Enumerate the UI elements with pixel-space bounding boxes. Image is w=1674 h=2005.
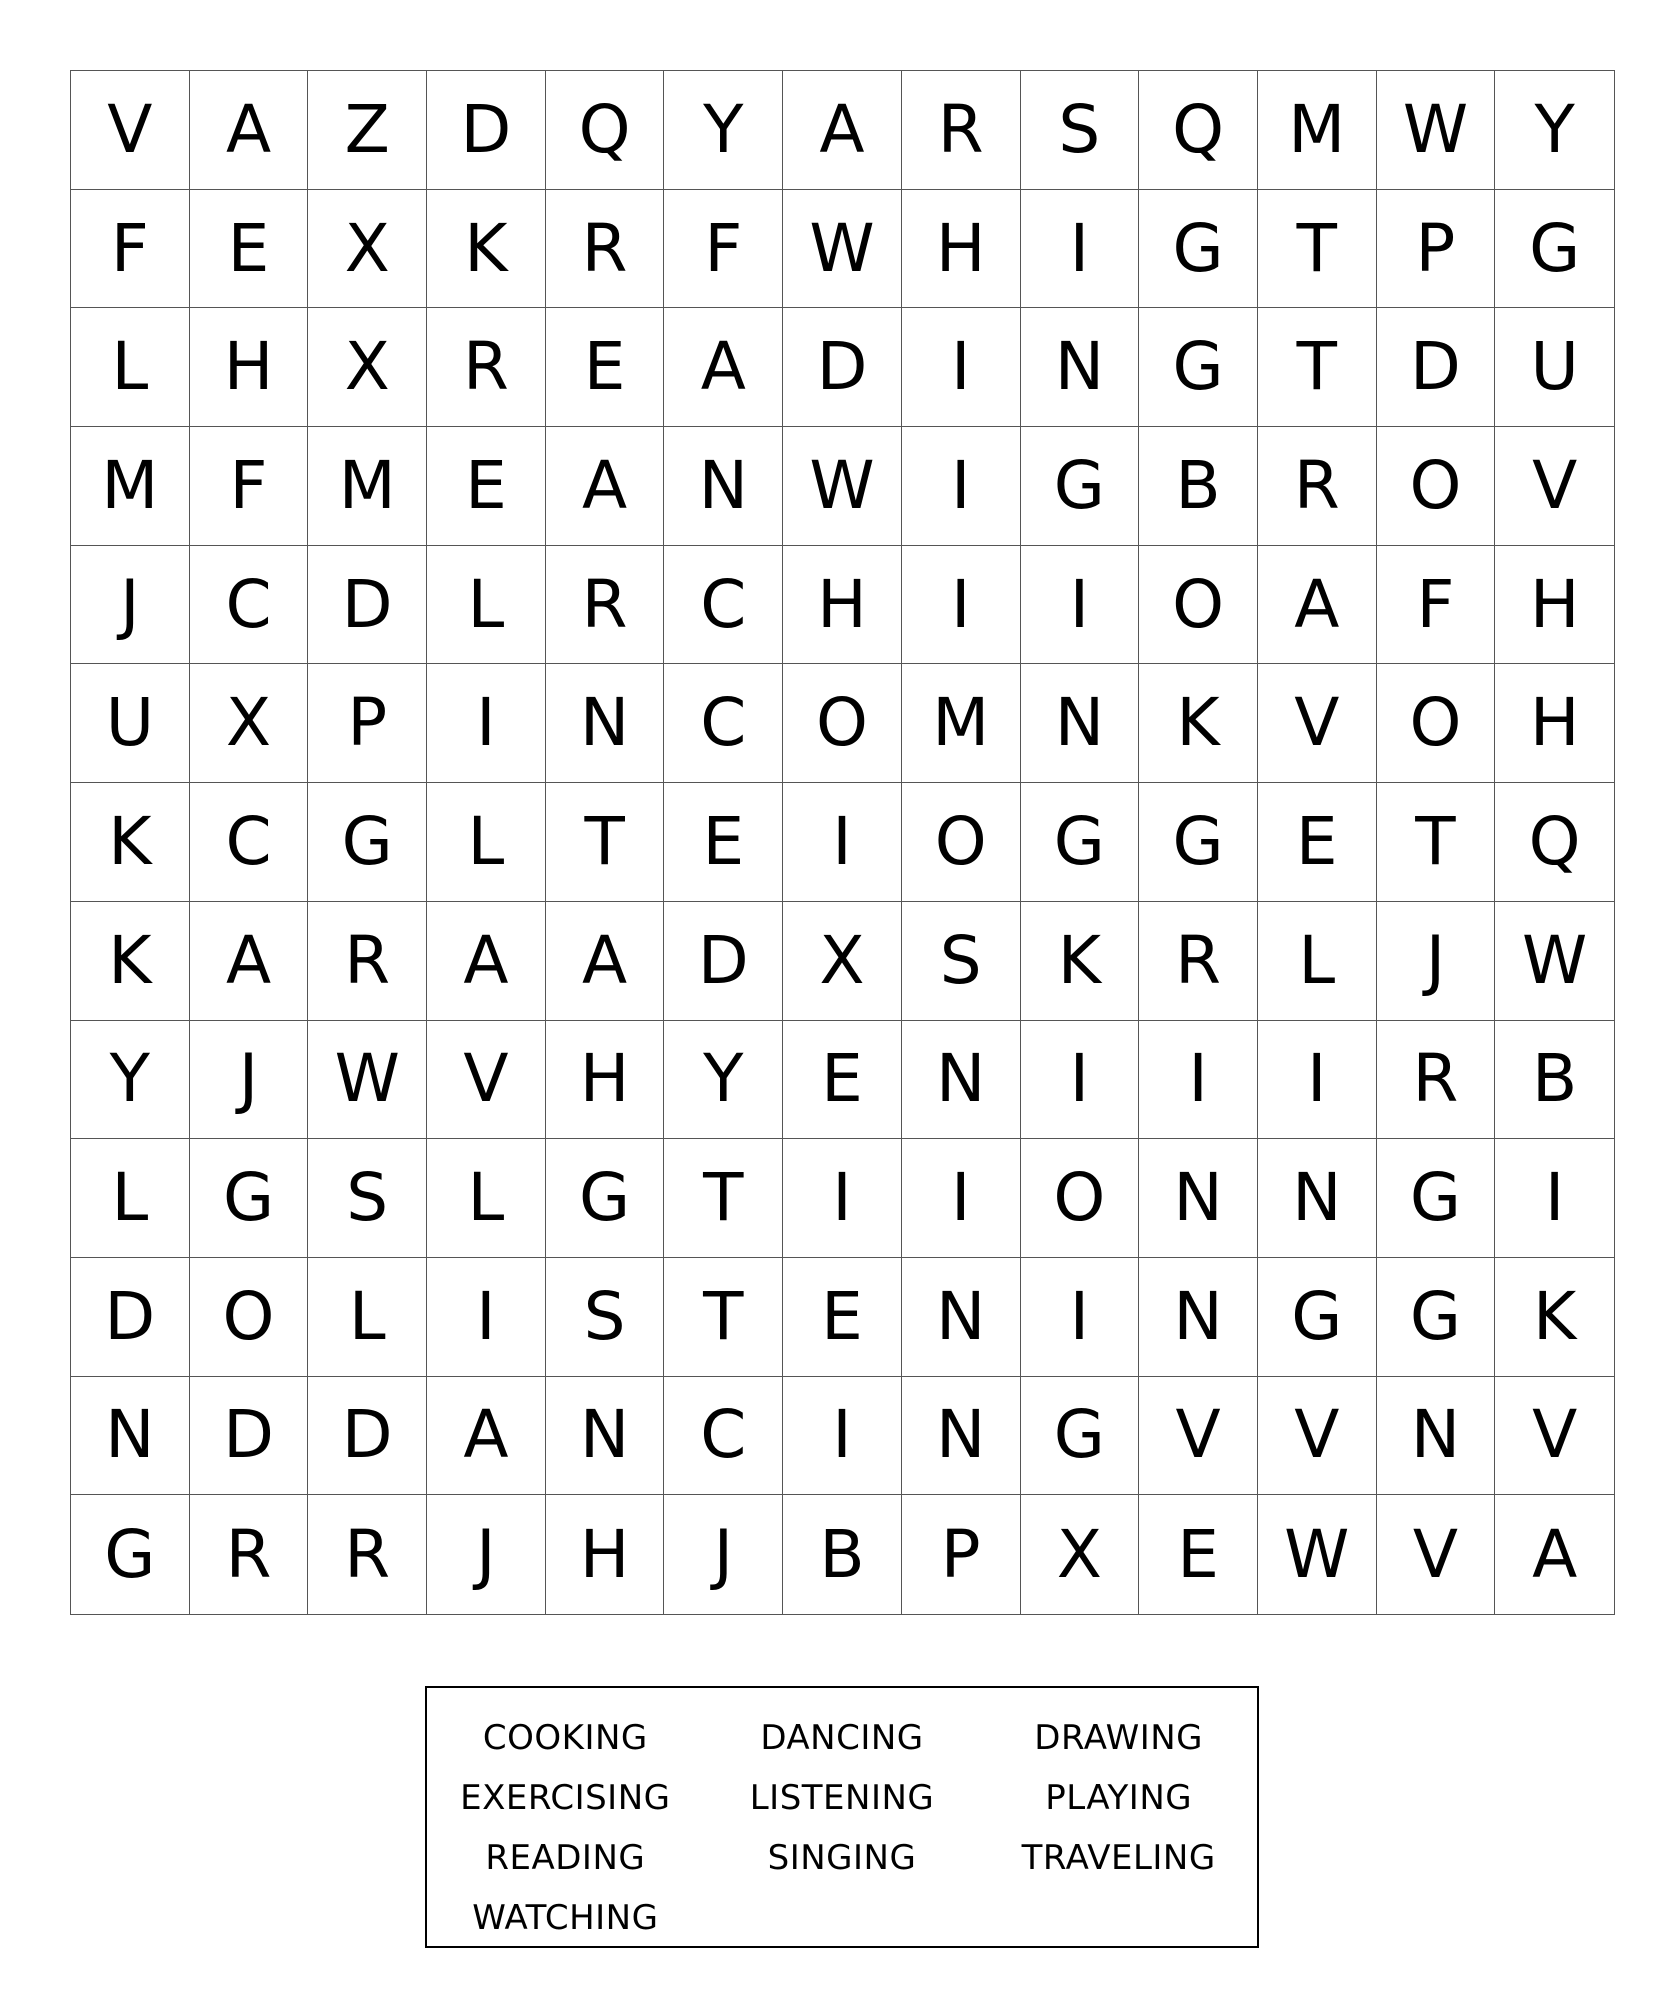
grid-cell[interactable]: X [308,308,427,427]
grid-cell[interactable]: H [783,546,902,665]
grid-cell[interactable]: W [783,427,902,546]
word-bank-item: DANCING [760,1718,924,1758]
grid-cell[interactable]: F [71,190,190,309]
grid-cell[interactable]: A [546,902,665,1021]
grid-cell[interactable]: N [1139,1258,1258,1377]
grid-cell[interactable]: N [902,1258,1021,1377]
grid-cell[interactable]: I [902,546,1021,665]
grid-cell[interactable]: I [427,1258,546,1377]
grid-cell[interactable]: G [308,783,427,902]
grid-cell[interactable]: T [1377,783,1496,902]
grid-cell[interactable]: F [190,427,309,546]
grid-cell[interactable]: U [1495,308,1614,427]
grid-cell[interactable]: Q [1495,783,1614,902]
grid-cell[interactable]: M [71,427,190,546]
grid-cell[interactable]: K [1021,902,1140,1021]
grid-cell[interactable]: I [902,1139,1021,1258]
grid-cell[interactable]: B [1495,1021,1614,1140]
grid-cell[interactable]: W [783,190,902,309]
grid-cell[interactable]: V [1258,1377,1377,1496]
grid-cell[interactable]: Q [1139,71,1258,190]
grid-cell[interactable]: R [427,308,546,427]
grid-cell[interactable]: X [1021,1495,1140,1614]
grid-cell[interactable]: A [546,427,665,546]
grid-cell[interactable]: I [1258,1021,1377,1140]
grid-cell[interactable]: L [427,783,546,902]
grid-cell[interactable]: A [783,71,902,190]
grid-cell[interactable]: G [1139,783,1258,902]
grid-cell[interactable]: C [664,546,783,665]
grid-cell[interactable]: O [1021,1139,1140,1258]
word-bank-item: SINGING [767,1838,917,1878]
word-bank-item: PLAYING [1045,1778,1193,1818]
grid-cell[interactable]: N [1377,1377,1496,1496]
grid-cell[interactable]: R [1139,902,1258,1021]
grid-cell[interactable]: N [546,664,665,783]
grid-cell[interactable]: Q [546,71,665,190]
grid-cell[interactable]: O [902,783,1021,902]
grid-cell[interactable]: J [664,1495,783,1614]
grid-cell[interactable]: F [1377,546,1496,665]
grid-cell[interactable]: F [664,190,783,309]
grid-cell[interactable]: O [190,1258,309,1377]
grid-cell[interactable]: J [190,1021,309,1140]
grid-cell[interactable]: P [1377,190,1496,309]
grid-cell[interactable]: I [1021,1021,1140,1140]
grid-cell[interactable]: D [190,1377,309,1496]
grid-cell[interactable]: I [902,427,1021,546]
grid-cell[interactable]: R [308,902,427,1021]
grid-cell[interactable]: I [783,1139,902,1258]
word-bank-item: WATCHING [472,1898,659,1938]
grid-cell[interactable]: C [190,546,309,665]
grid-cell[interactable]: G [71,1495,190,1614]
grid-cell[interactable]: M [902,664,1021,783]
grid-cell[interactable]: H [902,190,1021,309]
grid-cell[interactable]: L [427,546,546,665]
grid-cell[interactable]: V [1495,427,1614,546]
grid-cell[interactable]: T [546,783,665,902]
grid-cell[interactable]: A [190,71,309,190]
grid-cell[interactable]: M [308,427,427,546]
grid-cell[interactable]: S [308,1139,427,1258]
grid-cell[interactable]: P [902,1495,1021,1614]
grid-cell[interactable]: V [1139,1377,1258,1496]
grid-cell[interactable]: G [1377,1139,1496,1258]
grid-cell[interactable]: V [1258,664,1377,783]
grid-cell[interactable]: O [783,664,902,783]
grid-cell[interactable]: W [1377,71,1496,190]
letter-grid [70,70,1615,1615]
grid-cell[interactable]: N [902,1021,1021,1140]
grid-cell[interactable]: H [1495,664,1614,783]
grid-cell[interactable]: V [427,1021,546,1140]
grid-cell[interactable]: X [308,190,427,309]
grid-cell[interactable]: G [1377,1258,1496,1377]
grid-cell[interactable]: A [1258,546,1377,665]
grid-cell[interactable]: I [902,308,1021,427]
grid-cell[interactable]: E [190,190,309,309]
grid-cell[interactable]: G [1021,1377,1140,1496]
grid-cell[interactable]: G [546,1139,665,1258]
grid-cell[interactable]: C [664,1377,783,1496]
grid-cell[interactable]: T [664,1139,783,1258]
word-bank-item: TRAVELING [1021,1838,1216,1878]
word-bank [425,1686,1259,1948]
grid-cell[interactable]: N [1021,308,1140,427]
grid-cell[interactable]: R [190,1495,309,1614]
grid-cell[interactable]: M [1258,71,1377,190]
grid-cell[interactable]: H [546,1495,665,1614]
grid-cell[interactable]: S [1021,71,1140,190]
word-bank-item: DRAWING [1034,1718,1204,1758]
grid-cell[interactable]: R [1258,427,1377,546]
grid-cell[interactable]: I [427,664,546,783]
grid-cell[interactable]: E [546,308,665,427]
grid-cell[interactable]: Y [71,1021,190,1140]
grid-cell[interactable]: N [71,1377,190,1496]
grid-cell[interactable]: I [1021,190,1140,309]
word-bank-item: COOKING [482,1718,648,1758]
grid-cell[interactable]: W [1258,1495,1377,1614]
grid-cell[interactable]: R [902,71,1021,190]
grid-cell[interactable]: G [1021,783,1140,902]
grid-cell[interactable]: S [902,902,1021,1021]
grid-cell[interactable]: O [1139,546,1258,665]
grid-cell[interactable]: O [1377,427,1496,546]
grid-cell[interactable]: N [902,1377,1021,1496]
grid-cell[interactable]: K [1139,664,1258,783]
grid-cell[interactable]: R [546,546,665,665]
grid-cell[interactable]: N [546,1377,665,1496]
grid-cell[interactable]: X [190,664,309,783]
grid-cell[interactable]: Y [664,1021,783,1140]
word-bank-item: EXERCISING [460,1778,671,1818]
grid-cell[interactable]: L [427,1139,546,1258]
grid-cell[interactable]: L [71,1139,190,1258]
grid-cell[interactable]: D [664,902,783,1021]
word-bank-item: READING [485,1838,646,1878]
grid-cell[interactable]: E [1258,783,1377,902]
grid-cell[interactable]: V [1377,1495,1496,1614]
grid-cell[interactable]: I [783,783,902,902]
grid-cell[interactable]: D [308,1377,427,1496]
grid-cell[interactable]: K [1495,1258,1614,1377]
grid-cell[interactable]: G [1139,308,1258,427]
grid-cell[interactable]: O [1377,664,1496,783]
grid-cell[interactable]: J [427,1495,546,1614]
grid-cell[interactable]: L [308,1258,427,1377]
grid-cell[interactable]: Z [308,71,427,190]
grid-cell[interactable]: E [427,427,546,546]
grid-cell[interactable]: G [1258,1258,1377,1377]
grid-cell[interactable]: W [308,1021,427,1140]
grid-cell[interactable]: H [190,308,309,427]
grid-cell[interactable]: A [1532,1515,1578,1593]
grid-cell[interactable]: K [427,190,546,309]
grid-cell[interactable]: I [1021,546,1140,665]
grid-cell[interactable]: C [664,664,783,783]
grid-cell[interactable]: I [1495,1139,1614,1258]
grid-cell[interactable]: L [71,308,190,427]
grid-cell[interactable]: N [664,427,783,546]
grid-cell[interactable]: I [1139,1021,1258,1140]
grid-cell[interactable]: A [427,1377,546,1496]
grid-cell[interactable]: S [546,1258,665,1377]
grid-cell[interactable]: G [1021,427,1140,546]
grid-cell[interactable]: N [1139,1139,1258,1258]
word-bank-item: LISTENING [749,1778,935,1818]
grid-cell[interactable]: P [308,664,427,783]
grid-cell[interactable]: E [783,1258,902,1377]
grid-cell[interactable]: D [71,1258,190,1377]
grid-cell[interactable]: T [1258,190,1377,309]
grid-cell[interactable]: N [1258,1139,1377,1258]
grid-cell[interactable]: D [427,71,546,190]
grid-cell[interactable]: D [1377,308,1496,427]
grid-cell[interactable]: R [308,1495,427,1614]
grid-cell[interactable]: I [783,1377,902,1496]
grid-cell[interactable]: A [190,902,309,1021]
grid-cell[interactable]: K [71,783,190,902]
grid-cell[interactable]: E [783,1021,902,1140]
grid-cell[interactable]: E [1139,1495,1258,1614]
grid-cell[interactable]: B [783,1495,902,1614]
grid-cell[interactable]: D [783,308,902,427]
grid-cell[interactable]: D [308,546,427,665]
grid-cell[interactable]: N [1021,664,1140,783]
grid-cell[interactable]: L [1258,902,1377,1021]
grid-cell[interactable]: G [190,1139,309,1258]
grid-cell[interactable]: A [427,902,546,1021]
grid-cell[interactable]: U [71,664,190,783]
grid-cell[interactable]: C [190,783,309,902]
grid-cell[interactable]: B [1139,427,1258,546]
grid-cell[interactable]: G [1139,190,1258,309]
grid-cell[interactable]: X [783,902,902,1021]
grid-cell[interactable]: T [664,1258,783,1377]
grid-cell[interactable]: I [1021,1258,1140,1377]
grid-cell[interactable]: Y [1495,71,1614,190]
grid-cell[interactable]: E [664,783,783,902]
grid-cell[interactable]: W [1495,902,1614,1021]
grid-cell[interactable]: V [1495,1377,1614,1496]
grid-cell[interactable]: A [664,308,783,427]
grid-cell[interactable]: H [546,1021,665,1140]
grid-cell[interactable]: J [1377,902,1496,1021]
grid-cell[interactable]: G [1495,190,1614,309]
grid-cell[interactable]: K [71,902,190,1021]
grid-cell[interactable]: T [1258,308,1377,427]
grid-cell[interactable]: V [71,71,190,190]
grid-cell[interactable]: Y [664,71,783,190]
grid-cell[interactable]: R [1377,1021,1496,1140]
grid-cell[interactable]: R [546,190,665,309]
grid-cell[interactable]: H [1495,546,1614,665]
grid-cell[interactable]: J [71,546,190,665]
